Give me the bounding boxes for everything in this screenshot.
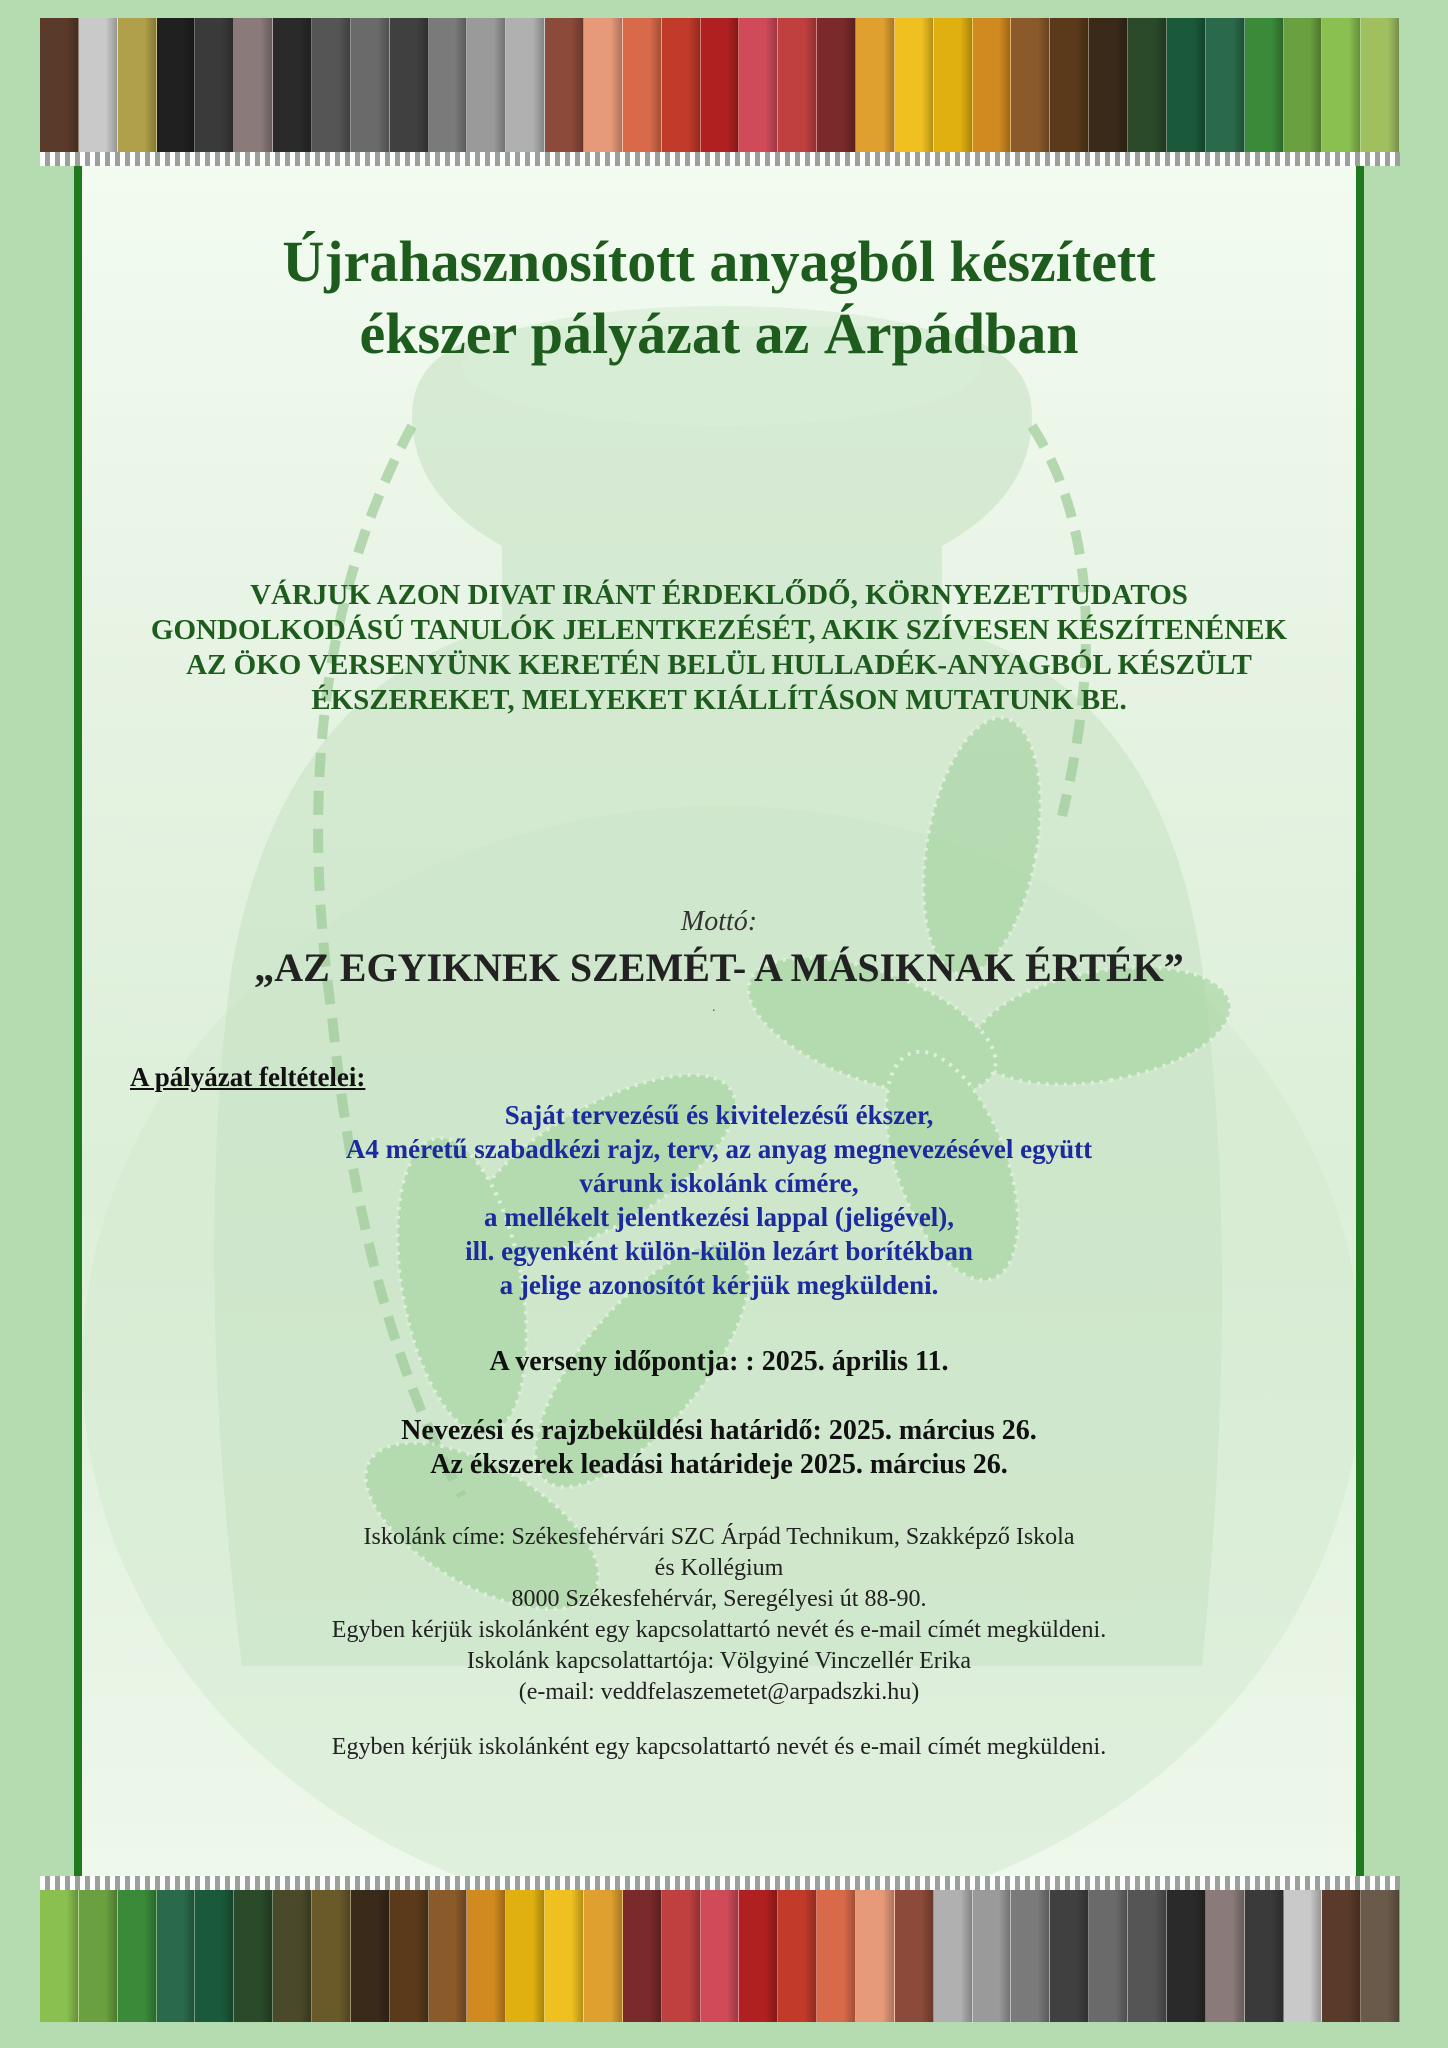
color-swatch — [1361, 18, 1400, 166]
top-zipper-strip — [40, 18, 1400, 166]
color-swatch — [1322, 1876, 1361, 2022]
color-swatch — [1011, 18, 1050, 166]
color-swatch — [1322, 18, 1361, 166]
contact-email: (e-mail: veddfelaszemetet@arpadszki.hu) — [518, 1679, 920, 1705]
color-swatch — [1206, 18, 1245, 166]
deadlines — [82, 1414, 1356, 1482]
color-swatch — [273, 1876, 312, 2022]
color-swatch — [79, 1876, 118, 2022]
address-line: és Kollégium — [654, 1555, 784, 1581]
contact-person: Iskolánk kapcsolattartója: Völgyiné Vinczellér Erika — [466, 1648, 972, 1674]
color-swatch — [351, 18, 390, 166]
school-address — [82, 1522, 1356, 1708]
color-swatch — [1284, 1876, 1323, 2022]
zipper-teeth — [40, 152, 1400, 166]
color-swatch — [1128, 1876, 1167, 2022]
color-swatch — [195, 18, 234, 166]
title-line-1: Újrahasznosított anyagból készített — [282, 229, 1156, 294]
color-swatch — [40, 1876, 79, 2022]
color-swatch — [623, 18, 662, 166]
color-swatch — [934, 18, 973, 166]
footer-note: Egyben kérjük iskolánként egy kapcsolattartó nevét és e-mail címét megküldeni. — [331, 1734, 1107, 1760]
competition-date: A verseny időpontja: : 2025. április 11. — [489, 1346, 949, 1377]
color-swatch — [584, 1876, 623, 2022]
color-swatch — [157, 18, 196, 166]
color-swatch — [895, 1876, 934, 2022]
color-swatch — [234, 18, 273, 166]
entry-deadline: Nevezési és rajzbeküldési határidő: 2025. március 26. — [401, 1415, 1037, 1446]
color-swatch — [1245, 18, 1284, 166]
motto-text: „AZ EGYIKNEK SZEMÉT- A MÁSIKNAK ÉRTÉK” — [254, 945, 1184, 990]
color-swatch — [1167, 1876, 1206, 2022]
color-swatch — [429, 1876, 468, 2022]
condition-line: ill. egyenként külön-külön lezárt borítékban — [465, 1236, 973, 1266]
color-swatch — [856, 1876, 895, 2022]
color-swatch — [739, 1876, 778, 2022]
color-swatch — [79, 18, 118, 166]
color-swatch — [623, 1876, 662, 2022]
color-swatch — [895, 18, 934, 166]
color-swatch — [118, 18, 157, 166]
color-swatch — [467, 1876, 506, 2022]
color-swatch — [157, 1876, 196, 2022]
color-swatch — [390, 18, 429, 166]
bottom-zipper-strip — [40, 1876, 1400, 2022]
color-swatch — [778, 1876, 817, 2022]
color-swatch — [312, 18, 351, 166]
color-swatch — [817, 1876, 856, 2022]
color-swatch — [1050, 18, 1089, 166]
color-swatch — [545, 1876, 584, 2022]
color-swatch — [1206, 1876, 1245, 2022]
address-line: 8000 Székesfehérvár, Seregélyesi út 88-90. — [511, 1586, 927, 1612]
condition-line: a jelige azonosítót kérjük megküldeni. — [499, 1270, 939, 1300]
poster-content — [82, 166, 1356, 1876]
color-swatch — [1089, 18, 1128, 166]
page-title — [82, 226, 1356, 370]
contact-request: Egyben kérjük iskolánként egy kapcsolattartó nevét és e-mail címét megküldeni. — [331, 1617, 1107, 1643]
intro-paragraph: VÁRJUK AZON DIVAT IRÁNT ÉRDEKLŐDŐ, KÖRNYEZETTUDATOS GONDOLKODÁSÚ TANULÓK JELENTKEZÉSÉT, AKIK SZÍVESEN KÉSZÍTENÉNEK AZ ÖKO VERSENYÜNK KERETÉN BELÜL HULLADÉK-ANYAGBÓL KÉSZÜLT ÉKSZEREKET, MELYEKET KIÁLLÍTÁSON MUTATUNK BE. — [150, 579, 1288, 716]
zipper-teeth — [40, 1876, 1400, 1890]
color-swatch — [1361, 1876, 1400, 2022]
color-swatch — [662, 1876, 701, 2022]
address-line: Iskolánk címe: Székesfehérvári SZC Árpád Technikum, Szakképző Iskola — [363, 1524, 1075, 1550]
color-swatch — [195, 1876, 234, 2022]
color-swatch — [312, 1876, 351, 2022]
color-swatch — [40, 18, 79, 166]
color-swatch — [973, 18, 1012, 166]
color-swatch — [739, 18, 778, 166]
condition-line: Saját tervezésű és kivitelezésű ékszer, — [504, 1100, 934, 1130]
color-swatch — [778, 18, 817, 166]
color-swatch — [1089, 1876, 1128, 2022]
color-swatch — [545, 18, 584, 166]
motto-dot: . — [712, 1000, 716, 1015]
motto-label: Mottó: — [680, 906, 758, 937]
color-swatch — [506, 1876, 545, 2022]
title-line-2: ékszer pályázat az Árpádban — [359, 301, 1079, 366]
conditions-list — [82, 1098, 1356, 1302]
color-swatch — [701, 18, 740, 166]
color-swatch — [662, 18, 701, 166]
color-swatch — [1284, 18, 1323, 166]
condition-line: A4 méretű szabadkézi rajz, terv, az anyag megnevezésével együtt — [345, 1134, 1093, 1164]
color-swatch — [234, 1876, 273, 2022]
color-swatch — [429, 18, 468, 166]
color-swatch — [584, 18, 623, 166]
jewelry-deadline: Az ékszerek leadási határideje 2025. március 26. — [430, 1449, 1008, 1480]
color-swatch — [856, 18, 895, 166]
color-swatch — [817, 18, 856, 166]
color-swatch — [1128, 18, 1167, 166]
color-swatch — [351, 1876, 390, 2022]
color-swatch — [118, 1876, 157, 2022]
condition-line: várunk iskolánk címére, — [579, 1168, 859, 1198]
color-swatch — [1050, 1876, 1089, 2022]
color-swatch — [1167, 18, 1206, 166]
color-swatch — [1245, 1876, 1284, 2022]
color-swatch — [701, 1876, 740, 2022]
color-swatch — [973, 1876, 1012, 2022]
condition-line: a mellékelt jelentkezési lappal (jeligével), — [483, 1202, 955, 1232]
color-swatch — [934, 1876, 973, 2022]
color-swatch — [506, 18, 545, 166]
conditions-heading: A pályázat feltételei: — [130, 1062, 366, 1092]
color-swatch — [390, 1876, 429, 2022]
color-swatch — [467, 18, 506, 166]
color-swatch — [273, 18, 312, 166]
color-swatch — [1011, 1876, 1050, 2022]
